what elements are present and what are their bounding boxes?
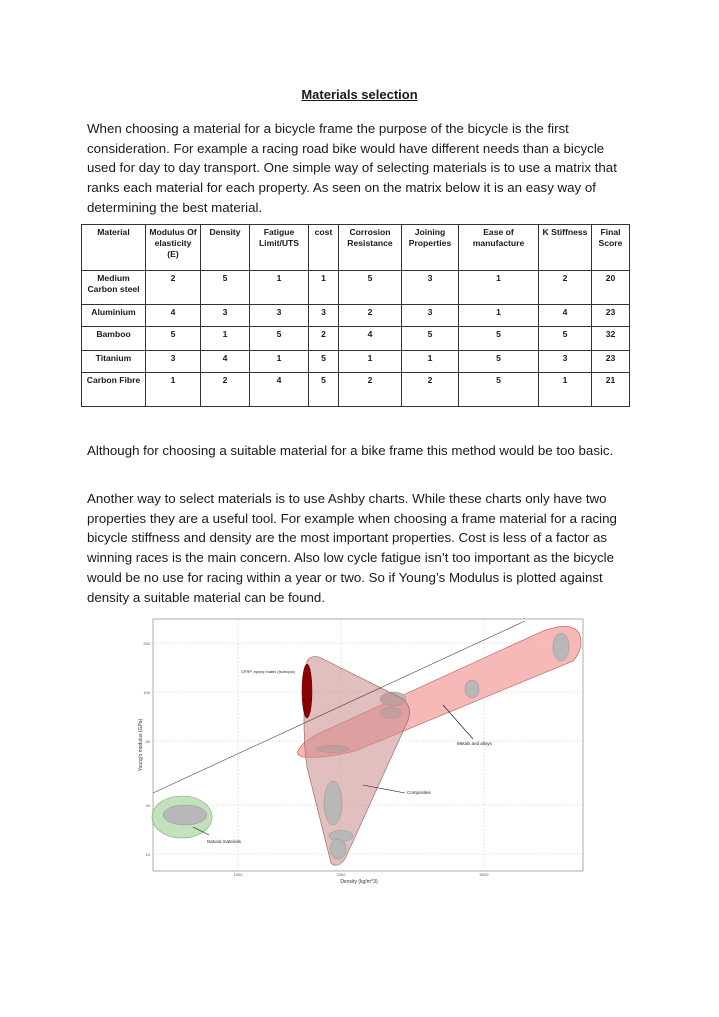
matrix-cell: 4: [201, 351, 250, 373]
material-bubble: [553, 633, 569, 661]
matrix-header-cell: Density: [201, 225, 250, 271]
material-bubble: [465, 680, 479, 698]
matrix-header-cell: K Stiffness: [539, 225, 592, 271]
matrix-cell: 3: [539, 351, 592, 373]
matrix-cell: 1: [201, 327, 250, 351]
composites-annotation: Composites: [407, 790, 431, 795]
x-tick-label: 1000: [233, 872, 243, 877]
matrix-cell: 5: [459, 351, 539, 373]
x-tick-label: 2000: [336, 872, 346, 877]
matrix-cell: 2: [339, 373, 402, 407]
matrix-cell: 2: [146, 271, 201, 305]
matrix-cell: 4: [539, 305, 592, 327]
matrix-header-cell: Ease of manufacture: [459, 225, 539, 271]
matrix-cell: 5: [459, 327, 539, 351]
matrix-cell: Titanium: [82, 351, 146, 373]
matrix-cell: 1: [146, 373, 201, 407]
ashby-paragraph: Another way to select materials is to use Ashby charts. While these charts only have two properties they are a useful tool. For example when choosing a frame material for a racing bicycle stiffness and density are the most important properties. Cost is less of a factor as winning races is the main concern. Also low cycle fatigue isn’t too important as the bicycle would be no use for racing within a year or two. So if Young’s Modulus is plotted against density a suitable material can be found.: [87, 491, 617, 605]
matrix-cell: 4: [339, 327, 402, 351]
matrix-cell: Medium Carbon steel: [82, 271, 146, 305]
metals-annotation: Metals and alloys: [457, 741, 492, 746]
basic-paragraph: Although for choosing a suitable material for a bike frame this method would be too basic.: [87, 443, 614, 458]
matrix-row: [82, 271, 630, 305]
matrix-cell: 3: [309, 305, 339, 327]
y-tick-label: 200: [143, 641, 150, 646]
cfrp-annotation: CFRP, epoxy matrix (isotropic): [241, 669, 295, 674]
matrix-cell: Bamboo: [82, 327, 146, 351]
matrix-cell: 20: [592, 271, 630, 305]
natural-annotation: Natural materials: [207, 839, 242, 844]
matrix-cell: 23: [592, 351, 630, 373]
matrix-cell: 1: [250, 351, 309, 373]
matrix-cell: 1: [539, 373, 592, 407]
matrix-cell: 5: [459, 373, 539, 407]
matrix-cell: 5: [309, 351, 339, 373]
matrix-row: [82, 373, 630, 407]
matrix-cell: 1: [459, 305, 539, 327]
matrix-cell: 4: [250, 373, 309, 407]
matrix-cell: 5: [402, 327, 459, 351]
matrix-cell: 5: [539, 327, 592, 351]
matrix-cell: 2: [339, 305, 402, 327]
material-bubble: [324, 781, 342, 825]
matrix-cell: 21: [592, 373, 630, 407]
matrix-cell: Aluminium: [82, 305, 146, 327]
y-tick-label: 50: [145, 739, 150, 744]
matrix-cell: 1: [250, 271, 309, 305]
matrix-cell: 3: [201, 305, 250, 327]
matrix-header-cell: Final Score: [592, 225, 630, 271]
matrix-cell: 5: [201, 271, 250, 305]
matrix-cell: 5: [309, 373, 339, 407]
page-title: Materials selection: [301, 87, 418, 102]
matrix-cell: 23: [592, 305, 630, 327]
material-bubble: [163, 805, 207, 825]
matrix-cell: Carbon Fibre: [82, 373, 146, 407]
matrix-row: [82, 351, 630, 373]
cfrp-bubble: [302, 664, 312, 718]
ashby-chart: [133, 617, 585, 889]
matrix-header-cell: Material: [82, 225, 146, 271]
matrix-cell: 5: [146, 327, 201, 351]
material-bubble: [330, 839, 346, 859]
matrix-cell: 1: [459, 271, 539, 305]
matrix-cell: 2: [539, 271, 592, 305]
matrix-cell: 2: [309, 327, 339, 351]
matrix-cell: 5: [250, 327, 309, 351]
x-tick-label: 5000: [479, 872, 489, 877]
y-tick-label: 100: [143, 690, 150, 695]
x-axis-label: Density (kg/m^3): [340, 879, 378, 885]
matrix-header-cell: cost: [309, 225, 339, 271]
matrix-row: [82, 327, 630, 351]
y-tick-label: 20: [145, 803, 150, 808]
matrix-cell: 32: [592, 327, 630, 351]
matrix-cell: 3: [402, 305, 459, 327]
intro-paragraph: When choosing a material for a bicycle frame the purpose of the bicycle is the first consideration. For example a racing road bike would have different needs than a bicycle used for day to day transport. One simple way of selecting materials is to use a matrix that ranks each material for each property. As seen on the matrix below it is an easy way of determining the best material.: [87, 121, 617, 215]
matrix-cell: 2: [201, 373, 250, 407]
matrix-cell: 1: [309, 271, 339, 305]
matrix-header-cell: Corrosion Resistance: [339, 225, 402, 271]
matrix-header-cell: Joining Properties: [402, 225, 459, 271]
matrix-cell: 3: [402, 271, 459, 305]
y-tick-label: 10: [145, 852, 150, 857]
matrix-cell: 2: [402, 373, 459, 407]
matrix-header-cell: Fatigue Limit/UTS: [250, 225, 309, 271]
matrix-cell: 1: [339, 351, 402, 373]
matrix-header-row: [82, 225, 630, 271]
matrix-cell: 1: [402, 351, 459, 373]
matrix-cell: 5: [339, 271, 402, 305]
matrix-cell: 4: [146, 305, 201, 327]
matrix-cell: 3: [250, 305, 309, 327]
matrix-header-cell: Modulus Of elasticity (E): [146, 225, 201, 271]
matrix-row: [82, 305, 630, 327]
material-matrix: [81, 224, 630, 407]
matrix-cell: 3: [146, 351, 201, 373]
y-axis-label: Young's modulus (GPa): [138, 718, 144, 772]
